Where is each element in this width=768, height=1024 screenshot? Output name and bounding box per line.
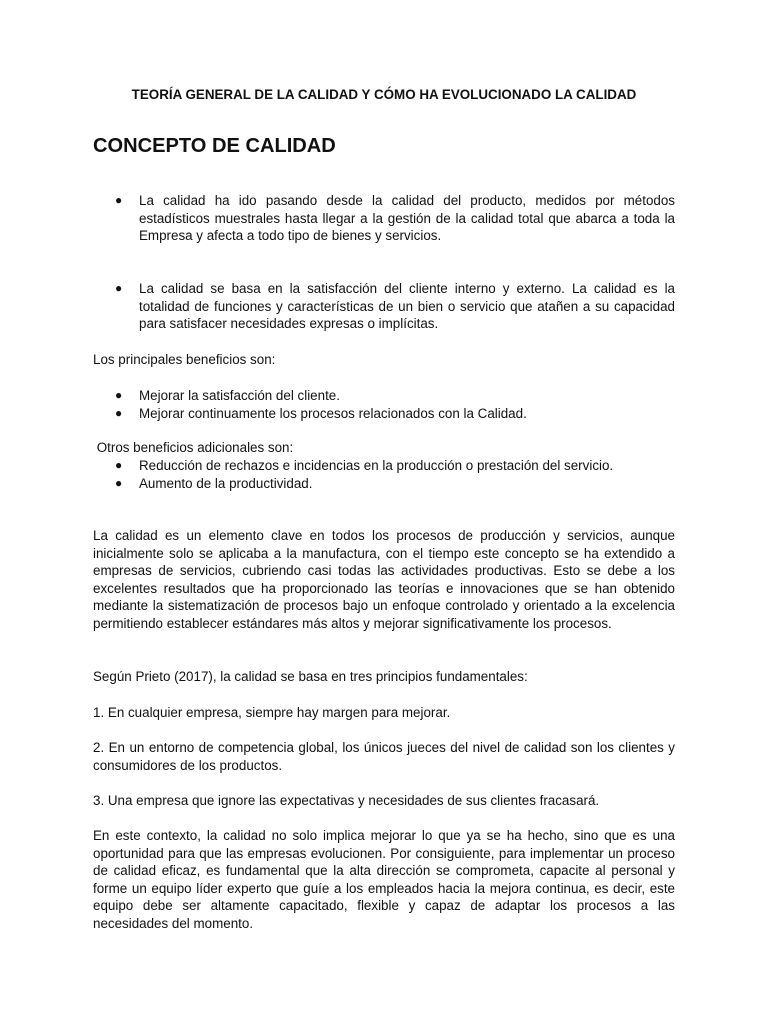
principle-2: 2. En un entorno de competencia global, los únicos jueces del nivel de calidad son los clientes y consumidores de los productos.	[93, 740, 675, 773]
benefits-intro: Los principales beneficios son:	[93, 352, 276, 367]
list-item	[93, 475, 675, 493]
section-heading: CONCEPTO DE CALIDAD	[93, 135, 336, 157]
bullet-icon: ●	[115, 475, 123, 490]
benefits-list	[93, 387, 675, 422]
list-item-text: Aumento de la productividad.	[139, 475, 313, 491]
paragraph-context: En este contexto, la calidad no solo implica mejorar lo que ya se ha hecho, sino que es una oportunidad para que las empresas evolucionen. Por consiguiente, para implementar un proceso de calidad eficaz, es fundamental que la alta dirección se comprometa, capacite al personal y forme un equipo líder experto que guíe a los empleados hacia la mejora continua, es decir, este equipo debe ser altamente capacitado, flexible y capaz de adaptar los procesos a las necesidades del momento.	[93, 828, 675, 931]
bullet-icon: ●	[115, 193, 123, 207]
bullet-icon: ●	[115, 405, 123, 420]
list-item-text: La calidad ha ido pasando desde la calidad del producto, medidos por métodos estadísticos muestrales hasta llegar a la gestión de la calidad total que abarca a toda la Empresa y afecta a todo tipo de bienes y servicios.	[139, 193, 675, 244]
list-item-text: La calidad se basa en la satisfacción del cliente interno y externo. La calidad es la totalidad de funciones y características de un bien o servicio que atañen a su capacidad para satisfacer necesidades expresas o implícitas.	[139, 281, 675, 332]
document-title: TEORÍA GENERAL DE LA CALIDAD Y CÓMO HA EVOLUCIONADO LA CALIDAD	[131, 87, 637, 102]
list-item	[93, 387, 675, 405]
list-item-text: Mejorar continuamente los procesos relacionados con la Calidad.	[139, 405, 527, 421]
principle-3: 3. Una empresa que ignore las expectativas y necesidades de sus clientes fracasará.	[93, 793, 600, 808]
concept-bullet-list-2	[93, 280, 675, 333]
bullet-icon: ●	[115, 388, 123, 402]
bullet-icon: ●	[115, 281, 123, 295]
list-item-text: Mejorar la satisfacción del cliente.	[139, 388, 340, 403]
list-item	[93, 192, 675, 245]
list-item	[93, 405, 675, 423]
additional-benefits-list	[93, 457, 675, 492]
principles-intro: Según Prieto (2017), la calidad se basa en tres principios fundamentales:	[93, 669, 528, 684]
concept-bullet-list	[93, 192, 675, 245]
additional-benefits-intro: Otros beneficios adicionales son:	[93, 440, 294, 455]
list-item	[93, 280, 675, 333]
paragraph-quality-key-element: La calidad es un elemento clave en todos los procesos de producción y servicios, aunque inicialmente solo se aplicaba a la manufactura, con el tiempo este concepto se ha extendido a empresas de servicios, cubriendo casi todas las actividades productivas. Esto se debe a los excelentes resultados que ha proporcionado las teorías e innovaciones que se han obtenido mediante la sistematización de procesos bajo un enfoque controlado y orientado a la excelencia permitiendo establecer estándares más altos y mejorar significativamente los procesos.	[93, 528, 675, 631]
principle-1: 1. En cualquier empresa, siempre hay margen para mejorar.	[93, 705, 451, 720]
list-item	[93, 457, 675, 475]
bullet-icon: ●	[115, 458, 123, 472]
list-item-text: Reducción de rechazos e incidencias en la producción o prestación del servicio.	[139, 458, 614, 473]
